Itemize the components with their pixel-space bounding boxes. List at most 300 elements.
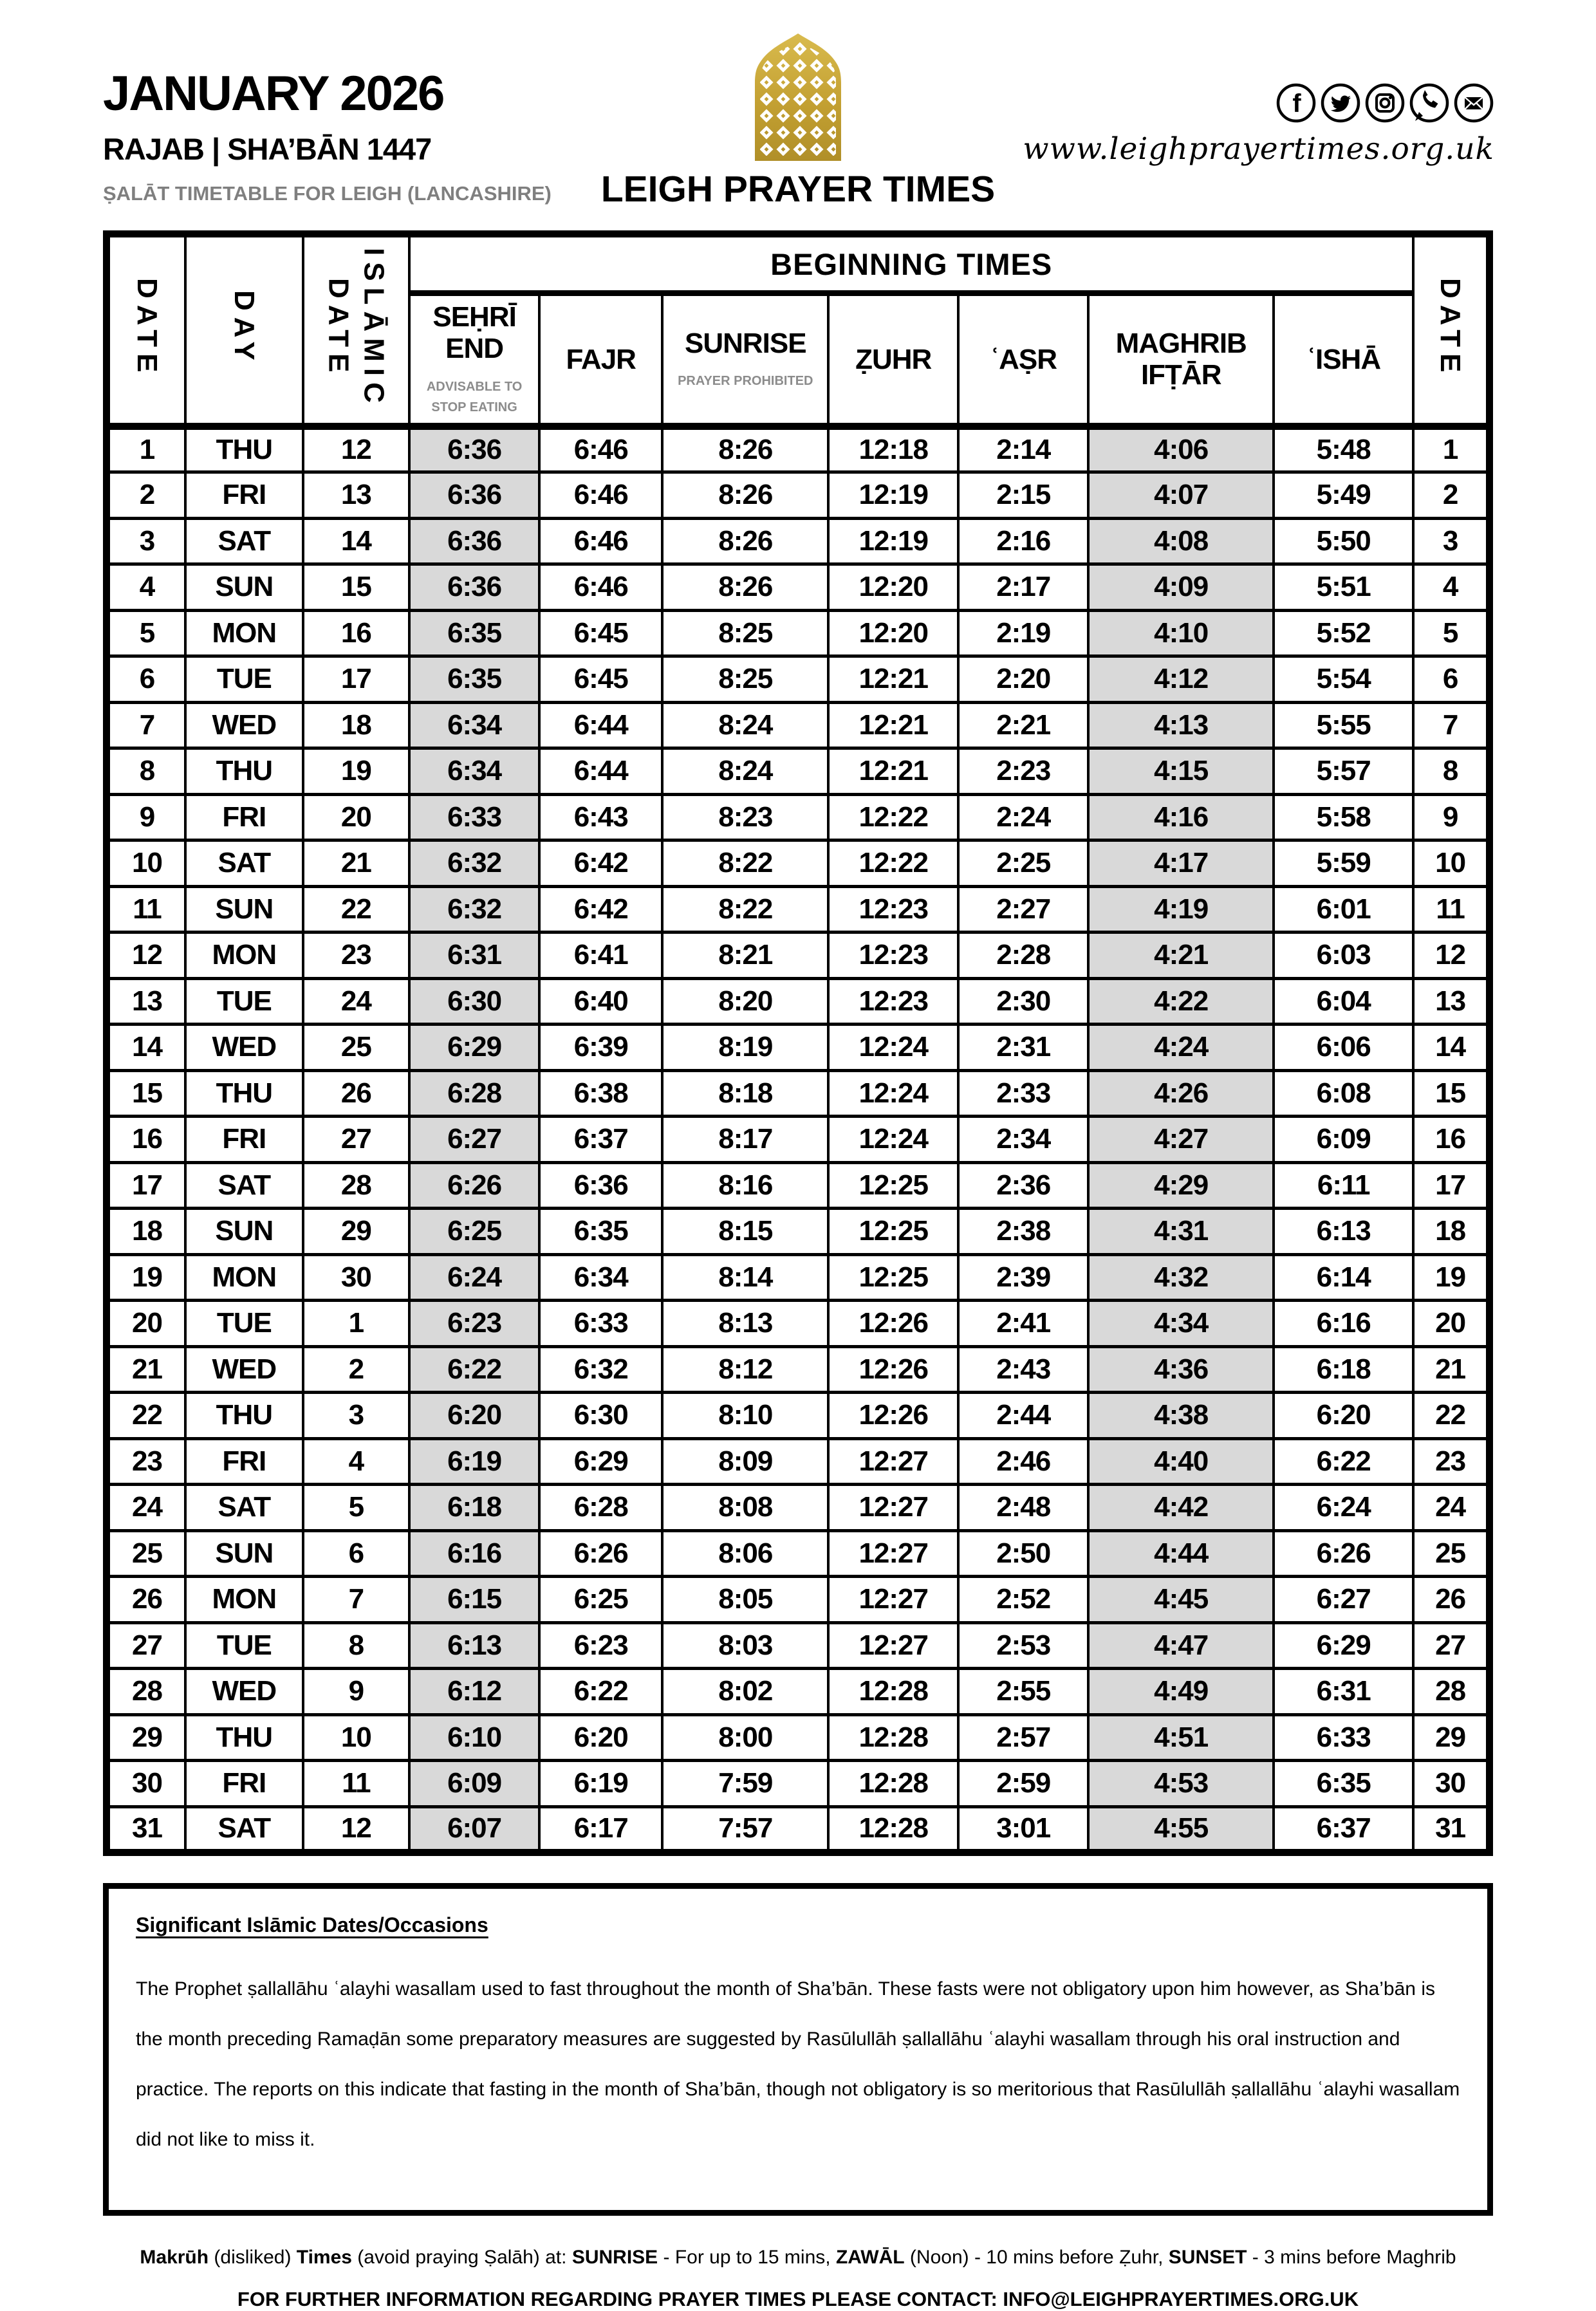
cell-zuhr: 12:27: [828, 1622, 958, 1669]
cell-date-right: 2: [1413, 472, 1489, 519]
cell-islamic-date: 12: [303, 1806, 409, 1853]
cell-maghrib: 4:13: [1088, 702, 1274, 748]
cell-fajr: 6:26: [539, 1530, 662, 1577]
cell-day: SUN: [185, 564, 303, 611]
cell-zuhr: 12:19: [828, 518, 958, 564]
cell-date: 9: [107, 794, 185, 840]
cell-fajr: 6:46: [539, 518, 662, 564]
cell-maghrib: 4:32: [1088, 1254, 1274, 1301]
table-row: [107, 472, 1490, 519]
cell-asr: 2:16: [958, 518, 1088, 564]
cell-asr: 2:28: [958, 933, 1088, 979]
cell-zuhr: 12:18: [828, 426, 958, 472]
cell-date: 20: [107, 1301, 185, 1347]
cell-date-right: 19: [1413, 1254, 1489, 1301]
cell-islamic-date: 25: [303, 1025, 409, 1071]
cell-date-right: 16: [1413, 1117, 1489, 1163]
cell-islamic-date: 2: [303, 1346, 409, 1393]
cell-sunrise: 8:02: [662, 1669, 828, 1715]
cell-date: 2: [107, 472, 185, 519]
cell-sehri-end: 6:19: [409, 1438, 539, 1485]
cell-sunrise: 8:08: [662, 1485, 828, 1531]
cell-zuhr: 12:21: [828, 748, 958, 795]
cell-isha: 5:48: [1274, 426, 1413, 472]
cell-sunrise: 8:22: [662, 886, 828, 933]
cell-date: 6: [107, 656, 185, 703]
cell-fajr: 6:36: [539, 1162, 662, 1209]
cell-maghrib: 4:26: [1088, 1070, 1274, 1117]
cell-fajr: 6:46: [539, 564, 662, 611]
cell-fajr: 6:41: [539, 933, 662, 979]
table-row: [107, 748, 1490, 795]
cell-day: MON: [185, 933, 303, 979]
cell-day: SAT: [185, 1806, 303, 1853]
svg-text:f: f: [1292, 89, 1301, 118]
cell-asr: 2:41: [958, 1301, 1088, 1347]
cell-sunrise: 8:12: [662, 1346, 828, 1393]
cell-date: 14: [107, 1025, 185, 1071]
cell-zuhr: 12:20: [828, 610, 958, 656]
cell-sehri-end: 6:33: [409, 794, 539, 840]
cell-asr: 2:17: [958, 564, 1088, 611]
cell-day: SUN: [185, 1209, 303, 1255]
cell-fajr: 6:46: [539, 426, 662, 472]
cell-islamic-date: 3: [303, 1393, 409, 1439]
cell-isha: 6:31: [1274, 1669, 1413, 1715]
cell-islamic-date: 18: [303, 702, 409, 748]
cell-isha: 6:29: [1274, 1622, 1413, 1669]
cell-asr: 2:25: [958, 840, 1088, 887]
cell-isha: 5:51: [1274, 564, 1413, 611]
cell-asr: 2:31: [958, 1025, 1088, 1071]
cell-date: 1: [107, 426, 185, 472]
cell-sehri-end: 6:15: [409, 1577, 539, 1623]
column-header-islamic-date: ISLĀMIC DATE: [303, 234, 409, 427]
cell-isha: 6:24: [1274, 1485, 1413, 1531]
cell-isha: 6:16: [1274, 1301, 1413, 1347]
cell-fajr: 6:34: [539, 1254, 662, 1301]
cell-sehri-end: 6:27: [409, 1117, 539, 1163]
cell-asr: 2:27: [958, 886, 1088, 933]
table-row: [107, 1117, 1490, 1163]
cell-fajr: 6:44: [539, 702, 662, 748]
cell-day: SUN: [185, 886, 303, 933]
cell-sehri-end: 6:35: [409, 656, 539, 703]
table-row: [107, 1485, 1490, 1531]
mosque-window-logo-svg: [750, 32, 846, 161]
cell-isha: 6:35: [1274, 1761, 1413, 1807]
cell-isha: 6:08: [1274, 1070, 1413, 1117]
cell-date-right: 25: [1413, 1530, 1489, 1577]
cell-isha: 6:22: [1274, 1438, 1413, 1485]
cell-zuhr: 12:24: [828, 1070, 958, 1117]
twitter-icon[interactable]: [1320, 82, 1361, 124]
cell-maghrib: 4:31: [1088, 1209, 1274, 1255]
whatsapp-icon[interactable]: [1409, 82, 1450, 124]
cell-sunrise: 8:15: [662, 1209, 828, 1255]
cell-day: TUE: [185, 1622, 303, 1669]
cell-asr: 2:53: [958, 1622, 1088, 1669]
cell-maghrib: 4:47: [1088, 1622, 1274, 1669]
cell-sunrise: 8:03: [662, 1622, 828, 1669]
cell-maghrib: 4:06: [1088, 426, 1274, 472]
cell-islamic-date: 27: [303, 1117, 409, 1163]
cell-sunrise: 8:17: [662, 1117, 828, 1163]
cell-sunrise: 8:06: [662, 1530, 828, 1577]
cell-date-right: 5: [1413, 610, 1489, 656]
table-row: [107, 794, 1490, 840]
cell-isha: 6:20: [1274, 1393, 1413, 1439]
column-header-sehri-end: SEḤRĪ END ADVISABLE TO STOP EATING: [409, 293, 539, 427]
cell-date-right: 6: [1413, 656, 1489, 703]
cell-asr: 2:21: [958, 702, 1088, 748]
table-row: [107, 1577, 1490, 1623]
instagram-icon[interactable]: [1364, 82, 1406, 124]
makruh-note: Makrūh (disliked) Times (avoid praying Ṣalāh) at: SUNRISE - For up to 15 mins, ZAWĀL (Noon) - 10 mins before Ẓuhr, SUNSET - 3 mins before Maghrib: [140, 2247, 1456, 2269]
cell-sehri-end: 6:07: [409, 1806, 539, 1853]
cell-fajr: 6:35: [539, 1209, 662, 1255]
cell-sehri-end: 6:29: [409, 1025, 539, 1071]
cell-isha: 6:37: [1274, 1806, 1413, 1853]
cell-date: 8: [107, 748, 185, 795]
cell-day: MON: [185, 1577, 303, 1623]
cell-date-right: 8: [1413, 748, 1489, 795]
contact-line: FOR FURTHER INFORMATION REGARDING PRAYER TIMES PLEASE CONTACT: INFO@LEIGHPRAYERTIMES.ORG.UK: [237, 2288, 1359, 2311]
cell-asr: 2:50: [958, 1530, 1088, 1577]
cell-isha: 5:52: [1274, 610, 1413, 656]
cell-day: THU: [185, 1714, 303, 1761]
cell-zuhr: 12:26: [828, 1346, 958, 1393]
cell-date: 21: [107, 1346, 185, 1393]
cell-asr: 2:15: [958, 472, 1088, 519]
table-row: [107, 1301, 1490, 1347]
cell-day: SAT: [185, 840, 303, 887]
cell-date-right: 28: [1413, 1669, 1489, 1715]
cell-islamic-date: 23: [303, 933, 409, 979]
cell-date: 29: [107, 1714, 185, 1761]
cell-zuhr: 12:23: [828, 933, 958, 979]
cell-sehri-end: 6:36: [409, 518, 539, 564]
cell-isha: 6:18: [1274, 1346, 1413, 1393]
cell-fajr: 6:23: [539, 1622, 662, 1669]
cell-date-right: 14: [1413, 1025, 1489, 1071]
cell-maghrib: 4:10: [1088, 610, 1274, 656]
cell-fajr: 6:44: [539, 748, 662, 795]
cell-zuhr: 12:27: [828, 1530, 958, 1577]
cell-sehri-end: 6:12: [409, 1669, 539, 1715]
cell-islamic-date: 9: [303, 1669, 409, 1715]
table-row: [107, 1669, 1490, 1715]
cell-fajr: 6:20: [539, 1714, 662, 1761]
cell-sunrise: 8:13: [662, 1301, 828, 1347]
month-title: JANUARY 2026: [103, 66, 444, 121]
column-header-date: DATE: [107, 234, 185, 427]
cell-islamic-date: 30: [303, 1254, 409, 1301]
social-icons: [1023, 82, 1494, 124]
title-block: [103, 66, 552, 205]
significant-dates-body: The Prophet ṣallallāhu ʿalayhi wasallam used to fast throughout the month of Sha’bān. These fasts were not obligatory upon him however, as Sha’bān is the month preceding Ramaḍān some preparatory measures are suggested by Rasūlullāh ṣallallāhu ʿalayhi wasallam through his oral instruction and practice. The reports on this indicate that fasting in the month of Sha’bān, though not obligatory is so meritorious that Rasūlullāh ṣallallāhu ʿalayhi wasallam did not like to miss it.: [136, 1978, 1460, 2151]
column-header-fajr: FAJR: [539, 293, 662, 427]
sunrise-note: PRAYER PROHIBITED: [678, 373, 813, 388]
header: [0, 0, 1596, 212]
cell-zuhr: 12:27: [828, 1485, 958, 1531]
cell-asr: 2:48: [958, 1485, 1088, 1531]
cell-sunrise: 8:22: [662, 840, 828, 887]
cell-islamic-date: 4: [303, 1438, 409, 1485]
cell-maghrib: 4:44: [1088, 1530, 1274, 1577]
cell-asr: 2:33: [958, 1070, 1088, 1117]
cell-date-right: 10: [1413, 840, 1489, 887]
cell-day: FRI: [185, 1117, 303, 1163]
cell-maghrib: 4:38: [1088, 1393, 1274, 1439]
cell-fajr: 6:19: [539, 1761, 662, 1807]
cell-maghrib: 4:40: [1088, 1438, 1274, 1485]
cell-zuhr: 12:21: [828, 702, 958, 748]
cell-fajr: 6:42: [539, 840, 662, 887]
cell-maghrib: 4:34: [1088, 1301, 1274, 1347]
cell-asr: 2:24: [958, 794, 1088, 840]
cell-date: 24: [107, 1485, 185, 1531]
cell-date: 7: [107, 702, 185, 748]
cell-maghrib: 4:17: [1088, 840, 1274, 887]
cell-islamic-date: 24: [303, 978, 409, 1025]
cell-day: WED: [185, 702, 303, 748]
cell-day: THU: [185, 1393, 303, 1439]
cell-fajr: 6:29: [539, 1438, 662, 1485]
cell-asr: 2:23: [958, 748, 1088, 795]
cell-islamic-date: 11: [303, 1761, 409, 1807]
cell-isha: 6:27: [1274, 1577, 1413, 1623]
cell-sunrise: 8:18: [662, 1070, 828, 1117]
cell-islamic-date: 19: [303, 748, 409, 795]
cell-date-right: 9: [1413, 794, 1489, 840]
cell-day: FRI: [185, 794, 303, 840]
cell-date-right: 11: [1413, 886, 1489, 933]
cell-date-right: 27: [1413, 1622, 1489, 1669]
cell-zuhr: 12:22: [828, 840, 958, 887]
cell-asr: 2:36: [958, 1162, 1088, 1209]
cell-date-right: 7: [1413, 702, 1489, 748]
table-row: [107, 1209, 1490, 1255]
cell-sehri-end: 6:13: [409, 1622, 539, 1669]
cell-isha: 6:04: [1274, 978, 1413, 1025]
cell-zuhr: 12:20: [828, 564, 958, 611]
cell-date: 28: [107, 1669, 185, 1715]
table-row: [107, 1438, 1490, 1485]
cell-day: MON: [185, 610, 303, 656]
cell-sunrise: 8:10: [662, 1393, 828, 1439]
cell-date: 4: [107, 564, 185, 611]
group-header-beginning-times: BEGINNING TIMES: [409, 234, 1413, 293]
cell-date: 12: [107, 933, 185, 979]
email-icon[interactable]: [1453, 82, 1494, 124]
cell-islamic-date: 8: [303, 1622, 409, 1669]
cell-maghrib: 4:22: [1088, 978, 1274, 1025]
cell-isha: 6:01: [1274, 886, 1413, 933]
cell-date: 16: [107, 1117, 185, 1163]
cell-date: 23: [107, 1438, 185, 1485]
cell-islamic-date: 1: [303, 1301, 409, 1347]
cell-islamic-date: 13: [303, 472, 409, 519]
cell-date-right: 15: [1413, 1070, 1489, 1117]
cell-sehri-end: 6:31: [409, 933, 539, 979]
cell-sunrise: 8:14: [662, 1254, 828, 1301]
cell-sunrise: 8:24: [662, 748, 828, 795]
cell-sehri-end: 6:23: [409, 1301, 539, 1347]
cell-asr: 2:19: [958, 610, 1088, 656]
cell-islamic-date: 17: [303, 656, 409, 703]
cell-fajr: 6:32: [539, 1346, 662, 1393]
cell-day: SAT: [185, 518, 303, 564]
cell-sunrise: 8:09: [662, 1438, 828, 1485]
cell-day: TUE: [185, 656, 303, 703]
cell-islamic-date: 10: [303, 1714, 409, 1761]
cell-fajr: 6:46: [539, 472, 662, 519]
cell-fajr: 6:17: [539, 1806, 662, 1853]
cell-zuhr: 12:28: [828, 1761, 958, 1807]
cell-day: SUN: [185, 1530, 303, 1577]
cell-zuhr: 12:26: [828, 1393, 958, 1439]
cell-islamic-date: 14: [303, 518, 409, 564]
cell-asr: 2:39: [958, 1254, 1088, 1301]
cell-maghrib: 4:51: [1088, 1714, 1274, 1761]
cell-isha: 5:57: [1274, 748, 1413, 795]
cell-sunrise: 7:57: [662, 1806, 828, 1853]
cell-asr: 2:55: [958, 1669, 1088, 1715]
cell-maghrib: 4:19: [1088, 886, 1274, 933]
cell-asr: 2:52: [958, 1577, 1088, 1623]
cell-date: 25: [107, 1530, 185, 1577]
cell-sehri-end: 6:35: [409, 610, 539, 656]
cell-day: THU: [185, 426, 303, 472]
table-row: [107, 1714, 1490, 1761]
cell-sunrise: 8:24: [662, 702, 828, 748]
cell-day: TUE: [185, 978, 303, 1025]
cell-asr: 2:43: [958, 1346, 1088, 1393]
table-row: [107, 1530, 1490, 1577]
cell-date: 22: [107, 1393, 185, 1439]
table-row: [107, 840, 1490, 887]
facebook-icon[interactable]: [1276, 82, 1317, 124]
cell-date: 15: [107, 1070, 185, 1117]
cell-sunrise: 8:25: [662, 610, 828, 656]
cell-zuhr: 12:21: [828, 656, 958, 703]
cell-islamic-date: 28: [303, 1162, 409, 1209]
cell-asr: 2:46: [958, 1438, 1088, 1485]
cell-islamic-date: 26: [303, 1070, 409, 1117]
cell-day: SAT: [185, 1485, 303, 1531]
cell-date-right: 31: [1413, 1806, 1489, 1853]
cell-maghrib: 4:16: [1088, 794, 1274, 840]
table-row: [107, 978, 1490, 1025]
cell-sehri-end: 6:36: [409, 426, 539, 472]
cell-islamic-date: 16: [303, 610, 409, 656]
cell-maghrib: 4:29: [1088, 1162, 1274, 1209]
cell-isha: 5:49: [1274, 472, 1413, 519]
cell-date: 18: [107, 1209, 185, 1255]
cell-fajr: 6:43: [539, 794, 662, 840]
cell-date-right: 21: [1413, 1346, 1489, 1393]
cell-day: FRI: [185, 1761, 303, 1807]
cell-fajr: 6:42: [539, 886, 662, 933]
column-header-date-right: DATE: [1413, 234, 1489, 427]
cell-zuhr: 12:25: [828, 1254, 958, 1301]
cell-zuhr: 12:24: [828, 1117, 958, 1163]
cell-zuhr: 12:28: [828, 1714, 958, 1761]
cell-sehri-end: 6:26: [409, 1162, 539, 1209]
cell-isha: 5:58: [1274, 794, 1413, 840]
cell-isha: 6:09: [1274, 1117, 1413, 1163]
cell-fajr: 6:40: [539, 978, 662, 1025]
cell-sunrise: 8:26: [662, 518, 828, 564]
cell-sehri-end: 6:32: [409, 840, 539, 887]
islamic-months: RAJAB | SHA’BĀN 1447: [103, 132, 432, 166]
cell-zuhr: 12:25: [828, 1209, 958, 1255]
cell-fajr: 6:25: [539, 1577, 662, 1623]
column-header-day: DAY: [185, 234, 303, 427]
cell-zuhr: 12:28: [828, 1669, 958, 1715]
table-row: [107, 1622, 1490, 1669]
cell-date: 13: [107, 978, 185, 1025]
cell-sunrise: 8:19: [662, 1025, 828, 1071]
cell-sehri-end: 6:16: [409, 1530, 539, 1577]
website-link[interactable]: www.leighprayertimes.org.uk: [1023, 131, 1494, 167]
cell-islamic-date: 21: [303, 840, 409, 887]
cell-maghrib: 4:07: [1088, 472, 1274, 519]
table-row: [107, 1070, 1490, 1117]
cell-date: 30: [107, 1761, 185, 1807]
cell-isha: 6:11: [1274, 1162, 1413, 1209]
cell-day: THU: [185, 748, 303, 795]
cell-day: WED: [185, 1025, 303, 1071]
cell-asr: 2:30: [958, 978, 1088, 1025]
cell-date: 3: [107, 518, 185, 564]
contact-block: [1023, 82, 1494, 167]
cell-isha: 6:06: [1274, 1025, 1413, 1071]
cell-asr: 2:20: [958, 656, 1088, 703]
cell-maghrib: 4:24: [1088, 1025, 1274, 1071]
cell-asr: 2:59: [958, 1761, 1088, 1807]
cell-date-right: 3: [1413, 518, 1489, 564]
cell-maghrib: 4:08: [1088, 518, 1274, 564]
cell-date-right: 4: [1413, 564, 1489, 611]
cell-sunrise: 8:00: [662, 1714, 828, 1761]
cell-maghrib: 4:49: [1088, 1669, 1274, 1715]
cell-asr: 2:57: [958, 1714, 1088, 1761]
cell-date: 17: [107, 1162, 185, 1209]
table-row: [107, 1025, 1490, 1071]
cell-maghrib: 4:12: [1088, 656, 1274, 703]
cell-fajr: 6:37: [539, 1117, 662, 1163]
prayer-times-table: [103, 230, 1493, 1856]
cell-sehri-end: 6:34: [409, 702, 539, 748]
cell-date: 31: [107, 1806, 185, 1853]
cell-sehri-end: 6:18: [409, 1485, 539, 1531]
table-row: [107, 1761, 1490, 1807]
cell-sehri-end: 6:10: [409, 1714, 539, 1761]
column-header-zuhr: ẒUHR: [828, 293, 958, 427]
table-row: [107, 933, 1490, 979]
cell-date: 26: [107, 1577, 185, 1623]
table-row: [107, 1806, 1490, 1853]
cell-date: 5: [107, 610, 185, 656]
cell-sunrise: 8:26: [662, 564, 828, 611]
cell-fajr: 6:30: [539, 1393, 662, 1439]
column-header-sunrise: SUNRISE PRAYER PROHIBITED: [662, 293, 828, 427]
cell-zuhr: 12:24: [828, 1025, 958, 1071]
cell-sehri-end: 6:34: [409, 748, 539, 795]
cell-sehri-end: 6:28: [409, 1070, 539, 1117]
